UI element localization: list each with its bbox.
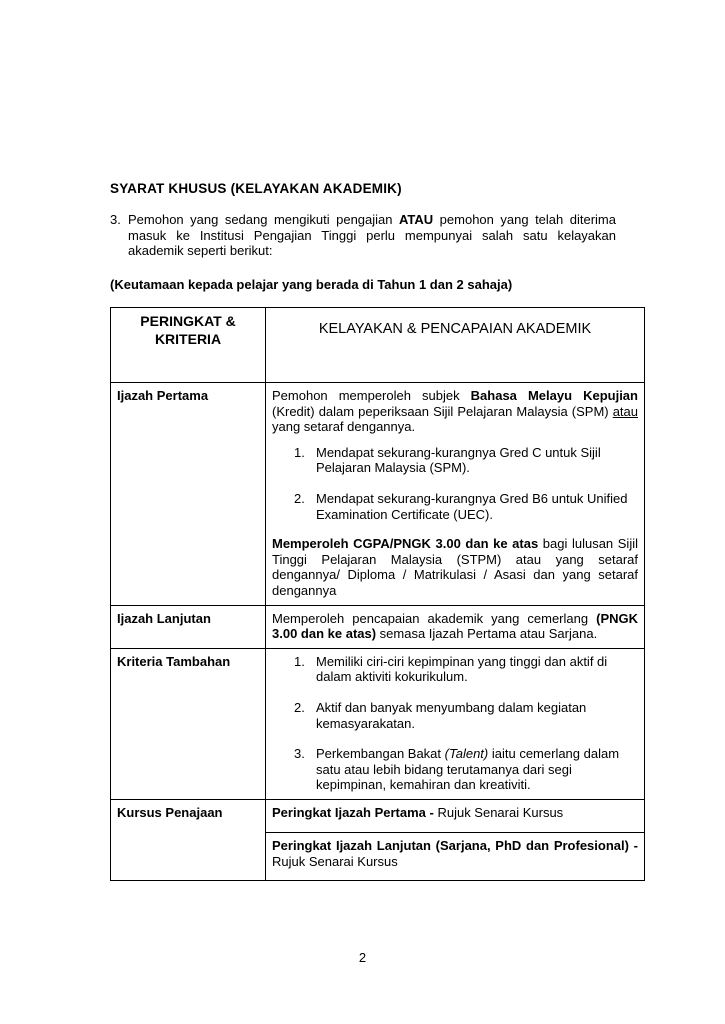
item-text-part: pemohon yang telah diterima masuk ke Institusi Pengajian Tinggi perlu mempunyai salah satu kelayakan akademik seperti berikut: [128,212,616,259]
text-emphasis: Memperoleh CGPA/PNGK 3.00 dan ke atas [272,536,539,552]
text-underline: atau [612,403,638,419]
section-heading: SYARAT KHUSUS (KELAYAKAN AKADEMIK) [110,181,402,196]
table-row [111,799,645,833]
course-postgraduate [266,833,645,880]
list-text: Perkembangan Bakat [316,746,445,762]
text-emphasis: Peringkat Ijazah Lanjutan (Sarjana, PhD dan Profesional) - [272,838,638,854]
list-number: 2. [294,490,305,506]
qualification-table [110,307,645,881]
item-text-part: Pemohon yang sedang mengikuti pengajian [128,212,399,227]
list-number: 3. [294,746,305,762]
priority-note: (Keutamaan kepada pelajar yang berada di Tahun 1 dan 2 sahaja) [110,277,513,292]
table-row [111,605,645,648]
text-part: Memperoleh pencapaian akademik yang cemerlang [272,610,597,626]
table-row [111,648,645,799]
list-item [272,654,638,685]
course-list-reference: Rujuk Senarai Kursus [272,854,398,870]
list-text: Mendapat sekurang-kurangnya Gred B6 untuk Unified Examination Certificate (UEC). [316,490,628,522]
text-emphasis: Peringkat Ijazah Pertama - [272,804,438,820]
text-part: bagi lulusan Sijil Tinggi Pelajaran Malaysia (STPM) atau yang setaraf dengannya/ Diploma / Matrikulasi / Asasi dan yang setaraf dengannya [272,536,638,598]
grade-list [272,445,638,522]
text-part: (Kredit) dalam peperiksaan Sijil Pelajaran Malaysia (SPM) [272,403,613,419]
criteria-list [272,654,638,793]
list-item [272,491,638,522]
item-text [128,212,616,259]
cgpa-paragraph [272,536,638,598]
row-label-kursus-penajaan: Kursus Penajaan [111,799,266,880]
list-text-italic: (Talent) [444,746,489,762]
list-text: Mendapat sekurang-kurangnya Gred C untuk Sijil Pelajaran Malaysia (SPM). [316,444,601,476]
list-item [272,746,638,793]
list-text: Aktif dan banyak menyumbang dalam kegiatan kemasyarakatan. [316,699,587,731]
text-part: yang setaraf dengannya. [272,419,416,435]
list-item [272,445,638,476]
table-row [111,383,645,606]
requirement-paragraph [272,388,638,435]
text-part: semasa Ijazah Pertama atau Sarjana. [376,626,598,642]
paragraph-item-3 [110,212,616,259]
header-criteria: PERINGKAT & KRITERIA [111,308,266,383]
row-label-kriteria-tambahan: Kriteria Tambahan [111,648,266,799]
text-emphasis: Bahasa Melayu Kepujian [470,388,638,403]
item-number: 3. [110,212,121,227]
row-label-ijazah-pertama: Ijazah Pertama [111,383,266,606]
table-header-row [111,308,645,383]
page-number: 2 [358,950,367,965]
text-part: Pemohon memperoleh subjek [272,388,471,403]
course-list-reference: Rujuk Senarai Kursus [437,804,564,820]
row-content-kriteria-tambahan [266,648,645,799]
list-text: iaitu cemerlang dalam satu atau lebih bidang terutamanya dari segi kepimpinan, kemahiran dan kreativiti. [316,746,620,793]
header-qualification: KELAYAKAN & PENCAPAIAN AKADEMIK [266,308,645,383]
course-first-degree [266,799,645,833]
text-emphasis: (PNGK 3.00 dan ke atas) [272,610,638,642]
row-content-ijazah-pertama [266,383,645,606]
list-number: 1. [294,444,305,460]
list-number: 1. [294,653,305,669]
item-text-emphasis: ATAU [399,212,434,227]
row-label-ijazah-lanjutan: Ijazah Lanjutan [111,605,266,648]
row-content-ijazah-lanjutan [266,605,645,648]
list-number: 2. [294,699,305,715]
list-item [272,700,638,731]
list-text: Memiliki ciri-ciri kepimpinan yang tinggi dan aktif di dalam aktiviti kokurikulum. [316,653,608,685]
